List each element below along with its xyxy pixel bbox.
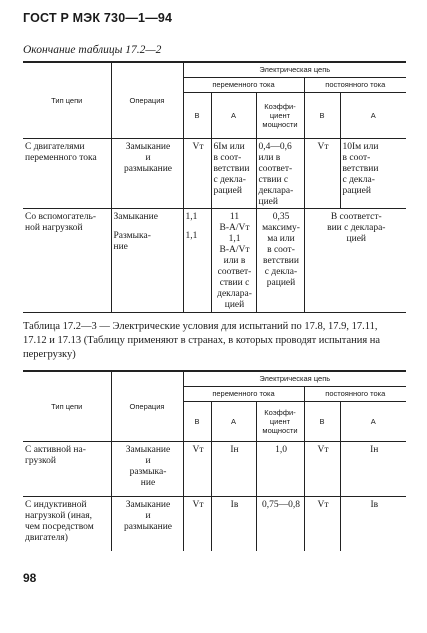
cell-type: Со вспомогатель- ной нагрузкой <box>23 208 111 312</box>
cell-dc-v: Vт <box>304 496 340 551</box>
cell-dc-v: Vт <box>304 441 340 496</box>
cell-v: Vт <box>183 496 211 551</box>
ac-header: переменного тока <box>183 386 304 401</box>
table1-caption: Окончание таблицы 17.2—2 <box>23 44 162 56</box>
dc-v-header: В <box>304 401 340 441</box>
op-close: Замыкание <box>113 211 158 222</box>
table-row <box>23 138 406 208</box>
cell-v <box>183 208 211 312</box>
cell-pf: 0,35 максиму- ма или в соот- ветствии с декла- рацией <box>256 208 304 312</box>
page-number: 98 <box>23 571 37 585</box>
cell-dc-v: Vт <box>304 138 340 208</box>
cell-type: С индуктивной нагрузкой (иная, чем посредством двигателя) <box>23 496 111 551</box>
op-open: Размыка- ние <box>113 230 151 252</box>
ac-a-header: А <box>211 92 256 138</box>
ac-a-header: А <box>211 401 256 441</box>
cell-type: С активной на- грузкой <box>23 441 111 496</box>
dc-a-header: А <box>340 92 406 138</box>
cell-pf: 0,4—0,6 или в соответ- ствии с деклара- цией <box>256 138 304 208</box>
cell-dc-a: Iн <box>340 441 406 496</box>
table2-caption: Таблица 17.2—3 — Электрические условия для испытаний по 17.8, 17.9, 17.11, 17.12 и 17.13 (Таблицу применяют в странах, в которых проводят испытания на перегрузку) <box>23 321 381 360</box>
cell-op: Замыкание и размыкание <box>111 496 183 551</box>
ac-header: переменного тока <box>183 77 304 92</box>
cell-a: 6Iм или в соот- ветствии с декла- рацией <box>211 138 256 208</box>
v-open: 1,1 <box>185 230 198 241</box>
cell-v: Vт <box>183 441 211 496</box>
cell-dc: В соответст- вии с деклара- цией <box>304 208 406 312</box>
cell-op: Замыкание и размыкание <box>111 138 183 208</box>
col-type-header: Тип цепи <box>23 62 111 138</box>
ac-pf-header: Коэффи- циент мощности <box>256 401 304 441</box>
dc-a-header: А <box>340 401 406 441</box>
cell-dc-a: 10Iм или в соот- ветствии с декла- рацией <box>340 138 406 208</box>
cell-a: 11 В-А/Vт 1,1 В-А/Vт или в соответ- ствии с деклара- цией <box>211 208 256 312</box>
table-17-2-2 <box>23 61 406 313</box>
ac-v-header: В <box>183 92 211 138</box>
table-row <box>23 208 406 312</box>
v-close: 1,1 <box>185 211 198 222</box>
table-17-2-3 <box>23 370 406 551</box>
dc-header: постоянного тока <box>304 77 406 92</box>
col-group-header: Электрическая цепь <box>183 371 406 386</box>
cell-v: Vт <box>183 138 211 208</box>
ac-pf-header: Коэффи- циент мощности <box>256 92 304 138</box>
document-header: ГОСТ Р МЭК 730—1—94 <box>23 11 173 25</box>
cell-a: Iв <box>211 496 256 551</box>
col-type-header: Тип цепи <box>23 371 111 441</box>
col-group-header: Электрическая цепь <box>183 62 406 77</box>
table-row <box>23 496 406 551</box>
col-op-header: Операция <box>111 62 183 138</box>
ac-v-header: В <box>183 401 211 441</box>
table-row <box>23 441 406 496</box>
cell-op <box>111 208 183 312</box>
cell-type: С двигателями переменного тока <box>23 138 111 208</box>
cell-dc-a: Iв <box>370 499 379 510</box>
cell-pf: 0,75—0,8 <box>256 496 304 551</box>
cell-a: Iн <box>211 441 256 496</box>
dc-header: постоянного тока <box>304 386 406 401</box>
cell-op: Замыкание и размыка- ние <box>111 441 183 496</box>
dc-v-header: В <box>304 92 340 138</box>
col-op-header: Операция <box>111 371 183 441</box>
cell-pf: 1,0 <box>256 441 304 496</box>
